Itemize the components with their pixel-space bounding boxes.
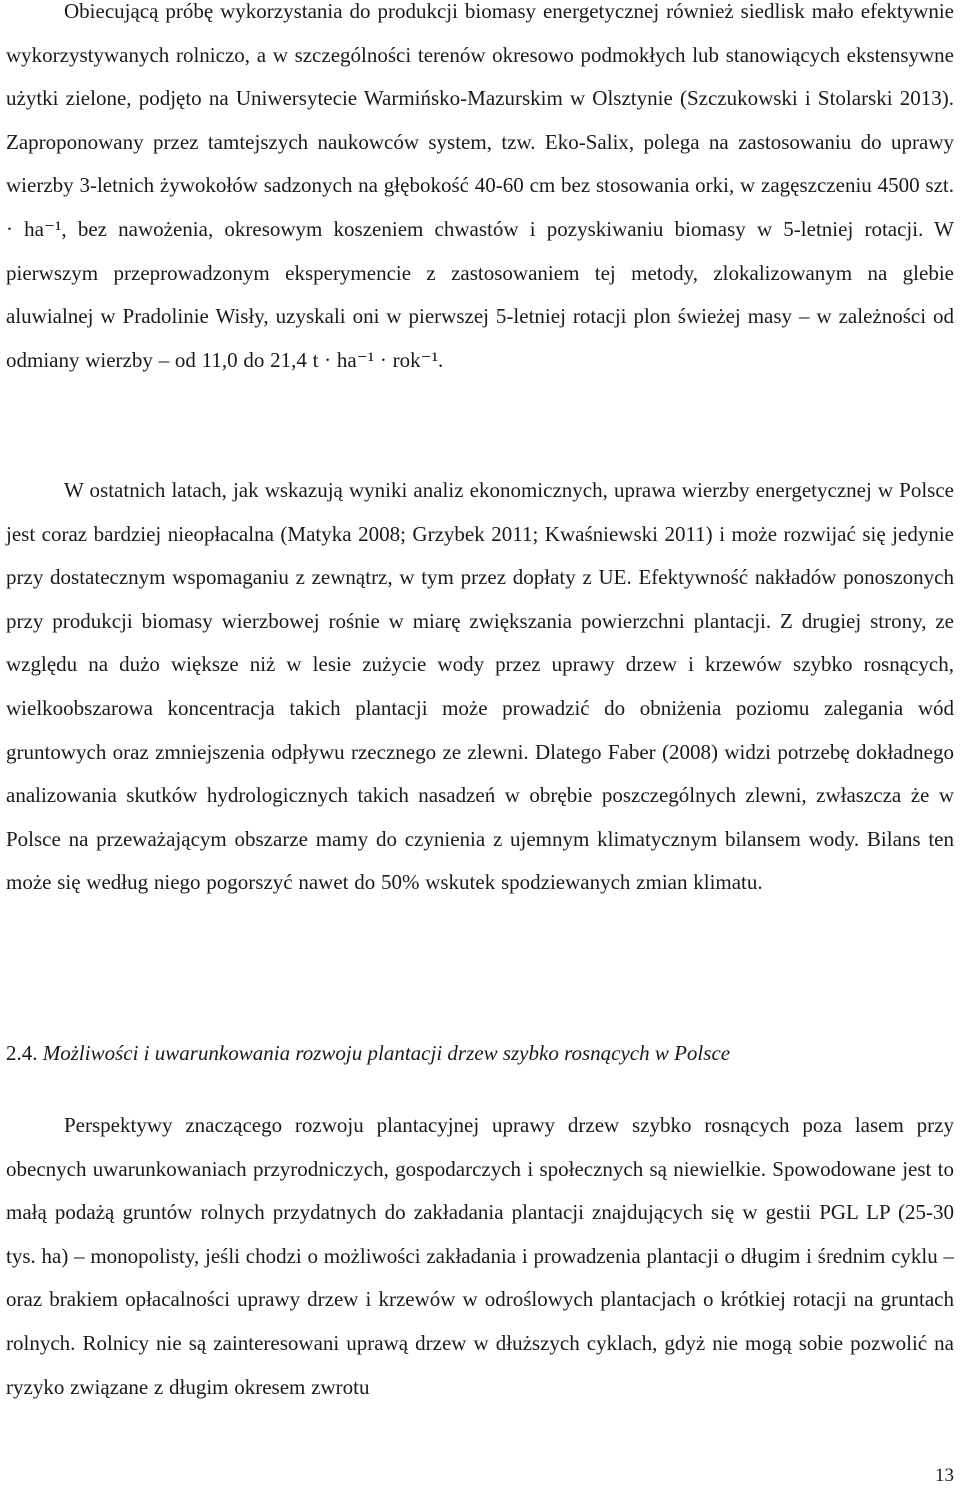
section-heading bbox=[6, 1032, 730, 1075]
body-paragraph-2: W ostatnich latach, jak wskazują wyniki analiz ekonomicznych, uprawa wierzby energetycznej w Polsce jest coraz bardziej nieopłacalna (Matyka 2008; Grzybek 2011; Kwaśniewski 2011) i może rozwijać się jedynie przy dostatecznym wspomaganiu z zewnątrz, w tym przez dopłaty z UE. Efektywność nakładów ponoszonych przy produkcji biomasy wierzbowej rośnie w miarę zwiększania powierzchni plantacji. Z drugiej strony, ze względu na dużo większe niż w lesie zużycie wody przez uprawy drzew i krzewów szybko rosnących, wielkoobszarowa koncentracja takich plantacji może prowadzić do obniżenia poziomu zalegania wód gruntowych oraz zmniejszenia odpływu rzecznego ze zlewni. Dlatego Faber (2008) widzi potrzebę dokładnego analizowania skutków hydrologicznych takich nasadzeń w obrębie poszczególnych zlewni, zwłaszcza że w Polsce na przeważającym obszarze mamy do czynienia z ujemnym klimatycznym bilansem wody. Bilans ten może się według niego pogorszyć nawet do 50% wskutek spodziewanych zmian klimatu. bbox=[6, 478, 954, 895]
section-title: Możliwości i uwarunkowania rozwoju plantacji drzew szybko rosnących w Polsce bbox=[42, 1041, 731, 1065]
body-paragraph-3: Perspektywy znaczącego rozwoju plantacyjnej uprawy drzew szybko rosnących poza lasem przy obecnych uwarunkowaniach przyrodniczych, gospodarczych i społecznych są niewielkie. Spowodowane jest to małą podażą gruntów rolnych przydatnych do zakładania plantacji znajdujących się w gestii PGL LP (25-30 tys. ha) – monopolisty, jeśli chodzi o możliwości zakładania i prowadzenia plantacji o długim i średnim cyklu – oraz brakiem opłacalności uprawy drzew i krzewów w odroślowych plantacjach o krótkiej rotacji na gruntach rolnych. Rolnicy nie są zainteresowani uprawą drzew w dłuższych cyklach, gdyż nie mogą sobie pozwolić na ryzyko związane z długim okresem zwrotu bbox=[6, 1113, 954, 1399]
page-number: 13 bbox=[935, 1465, 954, 1486]
section-number: 2.4. bbox=[6, 1041, 38, 1065]
body-paragraph-1: Obiecującą próbę wykorzystania do produkcji biomasy energetycznej również siedlisk mało efektywnie wykorzystywanych rolniczo, a w szczególności terenów okresowo podmokłych lub stanowiących ekstensywne użytki zielone, podjęto na Uniwersytecie Warmińsko-Mazurskim w Olsztynie (Szczukowski i Stolarski 2013). Zaproponowany przez tamtejszych naukowców system, tzw. Eko-Salix, polega na zastosowaniu do uprawy wierzby 3-letnich żywokołów sadzonych na głębokość 40-60 cm bez stosowania orki, w zagęszczeniu 4500 szt. · ha⁻¹, bez nawożenia, okresowym koszeniem chwastów i pozyskiwaniu biomasy w 5-letniej rotacji. W pierwszym przeprowadzonym eksperymencie z zastosowaniem tej metody, zlokalizowanym na glebie aluwialnej w Pradolinie Wisły, uzyskali oni w pierwszej 5-letniej rotacji plon świeżej masy – w zależności od odmiany wierzby – od 11,0 do 21,4 t · ha⁻¹ · rok⁻¹. bbox=[6, 0, 954, 372]
